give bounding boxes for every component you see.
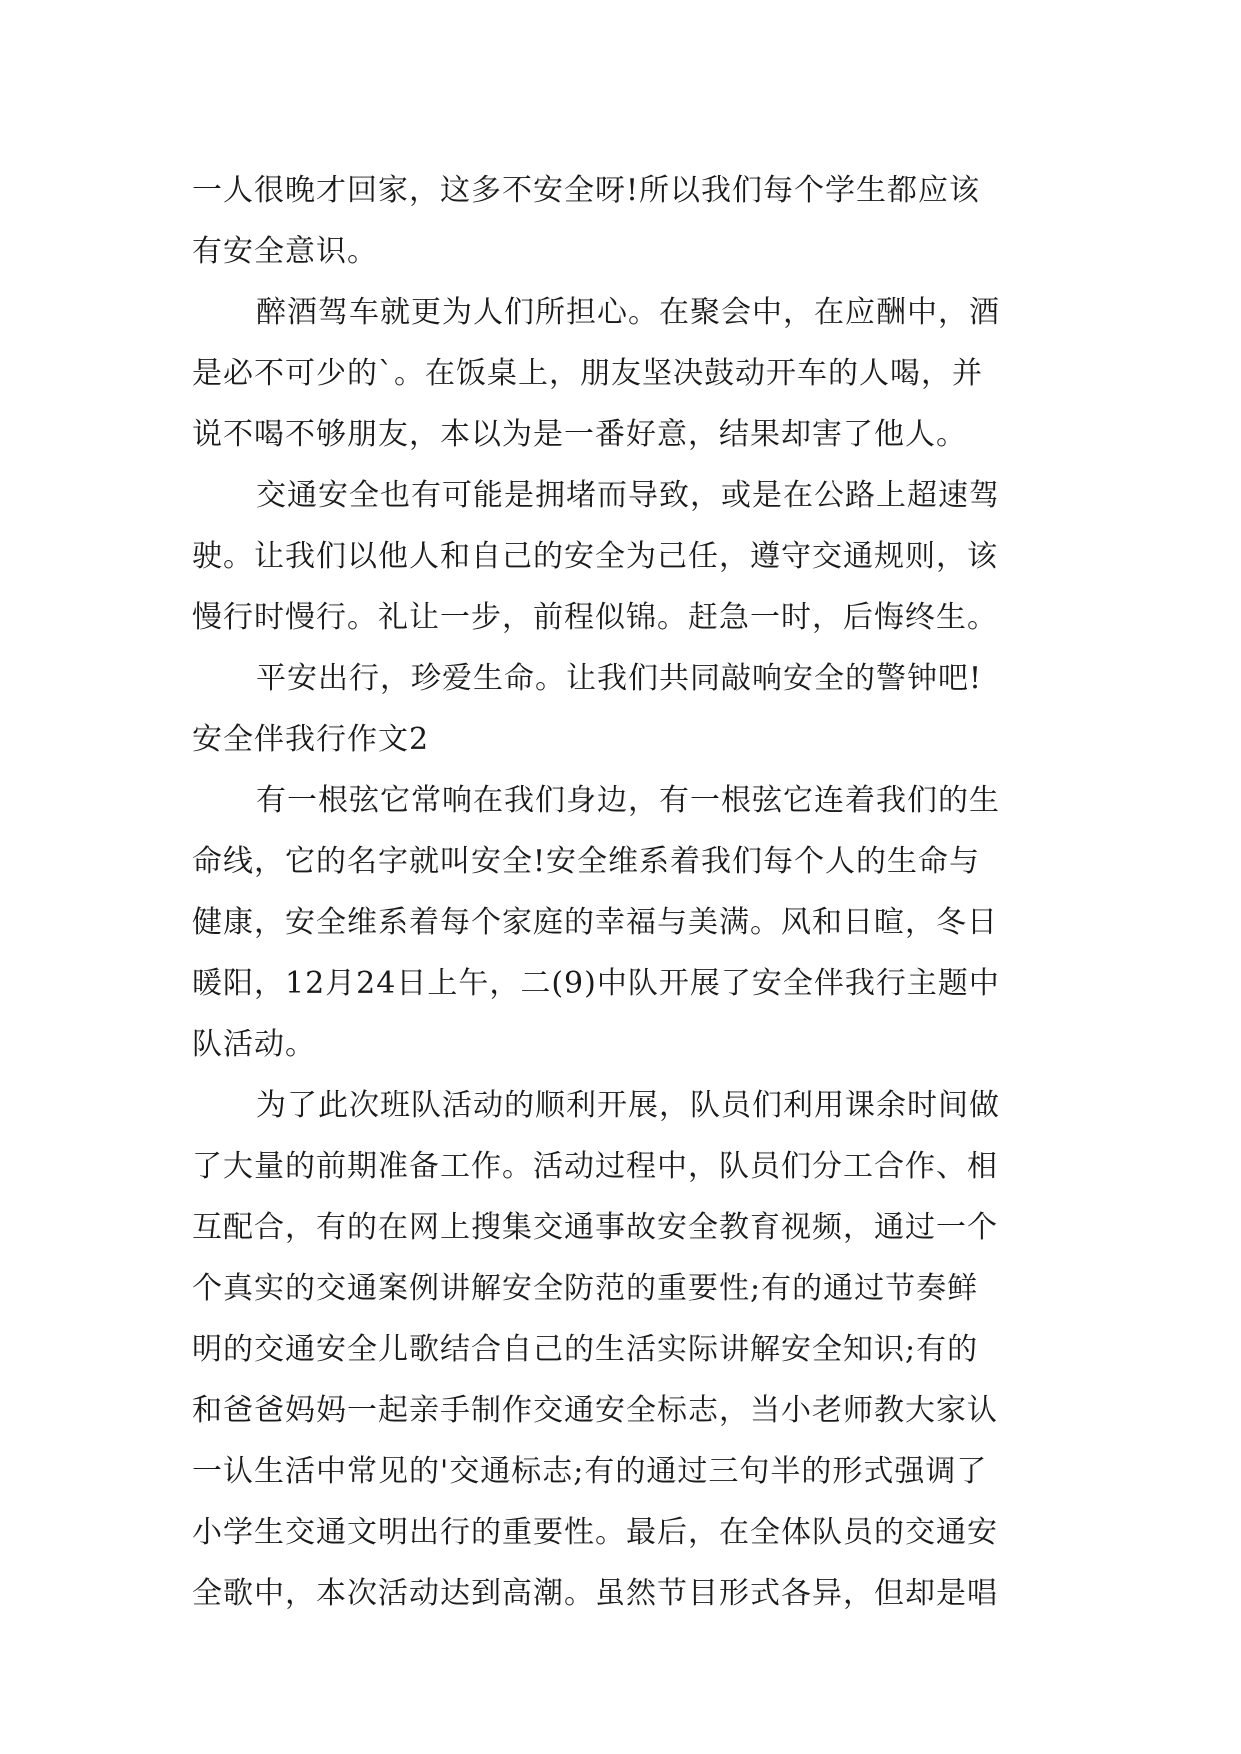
document-body — [192, 160, 1072, 1624]
text-line: 和爸爸妈妈一起亲手制作交通安全标志，当小老师教大家认 — [192, 1393, 998, 1428]
text-line: 明的交通安全儿歌结合自己的生活实际讲解安全知识;有的 — [192, 1332, 979, 1367]
text-line: 一认生活中常见的'交通标志;有的通过三句半的形式强调了 — [192, 1454, 988, 1489]
paragraph-first-line: 交通安全也有可能是拥堵而导致，或是在公路上超速驾 — [256, 478, 1000, 513]
paragraph-first-line: 醉酒驾车就更为人们所担心。在聚会中，在应酬中，酒 — [256, 295, 1000, 330]
paragraph-first-line: 有一根弦它常响在我们身边，有一根弦它连着我们的生 — [256, 783, 1000, 818]
text-line: 队活动。 — [192, 1027, 316, 1062]
text-line: 慢行时慢行。礼让一步，前程似锦。赶急一时，后悔终生。 — [192, 600, 998, 635]
text-line: 驶。让我们以他人和自己的安全为己任，遵守交通规则，该 — [192, 539, 998, 574]
paragraph-first-line: 为了此次班队活动的顺利开展，队员们利用课余时间做 — [256, 1088, 1000, 1123]
text-line: 小学生交通文明出行的重要性。最后，在全体队员的交通安 — [192, 1515, 998, 1550]
text-line: 一人很晚才回家，这多不安全呀!所以我们每个学生都应该 — [192, 173, 981, 208]
text-line: 了大量的前期准备工作。活动过程中，队员们分工合作、相 — [192, 1149, 998, 1184]
paragraph-first-line: 平安出行，珍爱生命。让我们共同敲响安全的警钟吧! — [256, 661, 983, 696]
text-line: 互配合，有的在网上搜集交通事故安全教育视频，通过一个 — [192, 1210, 998, 1245]
text-line: 健康，安全维系着每个家庭的幸福与美满。风和日暄，冬日 — [192, 905, 998, 940]
text-line: 说不喝不够朋友，本以为是一番好意，结果却害了他人。 — [192, 417, 967, 452]
text-line: 暖阳，12月24日上午，二(9)中队开展了安全伴我行主题中 — [192, 966, 1000, 1001]
text-line: 全歌中，本次活动达到高潮。虽然节目形式各异，但却是唱 — [192, 1576, 998, 1611]
text-line: 有安全意识。 — [192, 234, 378, 269]
text-line: 个真实的交通案例讲解安全防范的重要性;有的通过节奏鲜 — [192, 1271, 979, 1306]
text-line: 命线，它的名字就叫安全!安全维系着我们每个人的生命与 — [192, 844, 981, 879]
text-line: 是必不可少的`。在饭桌上，朋友坚决鼓动开车的人喝，并 — [192, 356, 983, 391]
section-heading: 安全伴我行作文2 — [192, 722, 430, 757]
